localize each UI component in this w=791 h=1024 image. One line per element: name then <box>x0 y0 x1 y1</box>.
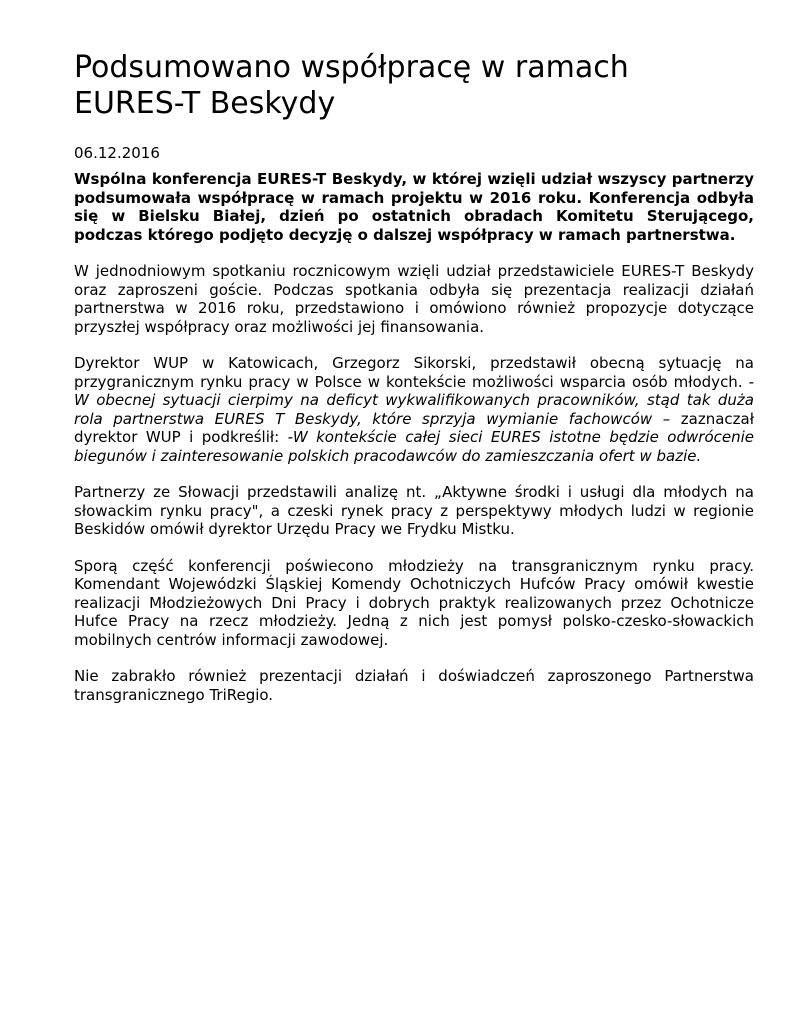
paragraph-director-statement <box>74 354 754 465</box>
article-lead: Wspólna konferencja EURES-T Beskydy, w której wzięli udział wszyscy partnerzy podsumowała współpracę w ramach projektu w 2016 roku. Konferencja odbyła się w Bielsku Białej, dzień po ostatnich obradach Komitetu Sterującego, podczas którego podjęto decyzję o dalszej współpracy w ramach partnerstwa. <box>74 170 754 244</box>
paragraph-director-intro: Dyrektor WUP w Katowicach, Grzegorz Sikorski, przedstawił obecną sytuację na przygranicznym rynku pracy w Polsce w kontekście możliwości wsparcia osób młodych. <box>74 354 754 391</box>
quote-deficit: -W obecnej sytuacji cierpimy na deficyt wykwalifikowanych pracowników, stąd tak duża rola partnerstwa EURES T Beskydy, które sprzyja wymianie fachowców – <box>74 372 754 428</box>
article-date: 06.12.2016 <box>74 144 160 162</box>
article-title-line-1: Podsumowano współpracę w ramach <box>74 50 629 85</box>
quote-eures-network: -W kontekście całej sieci EURES istotne będzie odwrócenie biegunów i zainteresowanie polskich pracodawców do zamieszczania ofert w bazie. <box>74 428 754 465</box>
paragraph-triregio: Nie zabrakło również prezentacji działań i doświadczeń zaproszonego Partnerstwa transgranicznego TriRegio. <box>74 667 754 704</box>
article-title <box>74 50 754 122</box>
paragraph-slovak-partners: Partnerzy ze Słowacji przedstawili analizę nt. „Aktywne środki i usługi dla młodych na słowackim rynku pracy", a czeski rynek pracy z perspektywy młodych ludzi w regionie Beskidów omówił dyrektor Urzędu Pracy we Frydku Mistku. <box>74 483 754 538</box>
article <box>74 50 754 704</box>
article-title-line-2: EURES-T Beskydy <box>74 86 336 121</box>
paragraph-director-connector: zaznaczał dyrektor WUP i podkreślił: <box>74 409 754 446</box>
paragraph-youth-labour-market: Sporą część konferencji poświecono młodzieży na transgranicznym rynku pracy. Komendant Wojewódzki Śląskiej Komendy Ochotniczych Hufców Pracy omówił kwestie realizacji Młodzieżowych Dni Pracy i dobrych praktyk realizowanych przez Ochotnicze Hufce Pracy na rzecz młodzieży. Jedną z nich jest pomysł polsko-czesko-słowackich mobilnych centrów informacji zawodowej. <box>74 556 754 649</box>
paragraph-anniversary-meeting: W jednodniowym spotkaniu rocznicowym wzięli udział przedstawiciele EURES-T Beskydy oraz zaproszeni goście. Podczas spotkania odbyła się prezentacja realizacji działań partnerstwa w 2016 roku, przedstawiono i omówiono również propozycje dotyczące przyszłej współpracy oraz możliwości jej finansowania. <box>74 262 754 336</box>
